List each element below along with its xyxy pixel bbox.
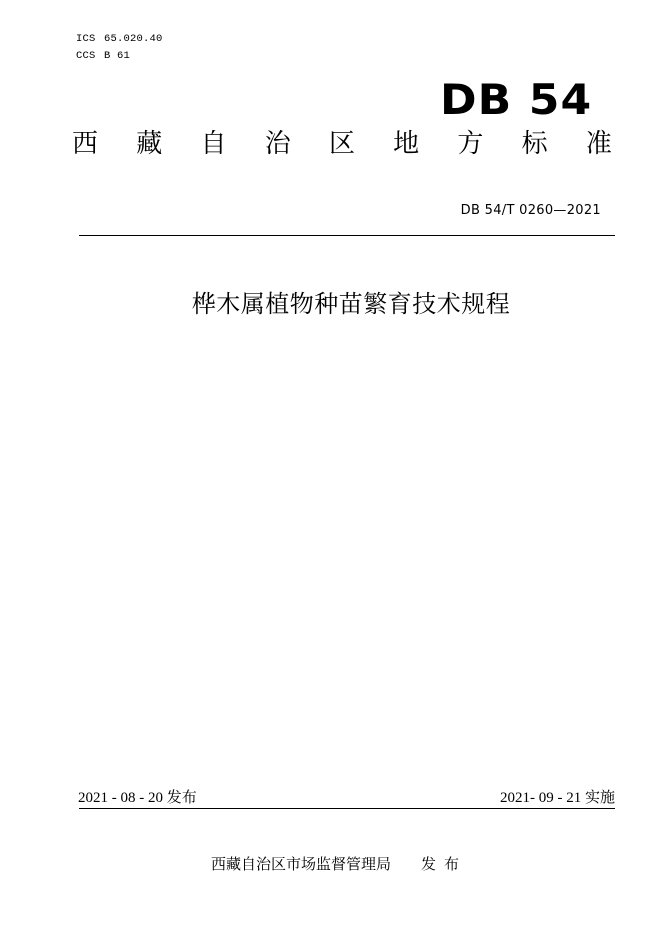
ics-label: ICS	[76, 33, 96, 45]
standard-type-char: 西	[72, 129, 99, 159]
standard-number: DB 54/T 0260—2021	[460, 203, 601, 218]
publisher-name: 西藏自治区市场监督管理局	[211, 855, 392, 873]
standard-type-char: 治	[264, 129, 291, 159]
standard-type-char: 地	[393, 129, 420, 159]
ics-value: 65.020.40	[104, 33, 163, 45]
standard-type-heading	[72, 127, 612, 161]
ccs-label: CCS	[76, 50, 96, 62]
ics-code	[76, 32, 163, 46]
top-divider	[79, 235, 615, 236]
db54-logo: DB 54	[440, 75, 593, 124]
bottom-divider	[79, 808, 615, 809]
document-title: 桦木属植物种苗繁育技术规程	[191, 290, 511, 318]
publish-action: 发布	[421, 855, 468, 873]
ccs-code	[76, 49, 130, 63]
standard-type-char: 区	[328, 129, 355, 159]
standard-type-char: 自	[200, 129, 227, 159]
publisher-line	[211, 855, 467, 873]
standard-type-char: 准	[585, 129, 612, 159]
implement-date: 2021- 09 - 21 实施	[500, 790, 615, 806]
standard-type-char: 方	[457, 129, 484, 159]
standard-type-char: 藏	[136, 129, 163, 159]
ccs-value: B 61	[104, 50, 131, 62]
publish-date: 2021 - 08 - 20 发布	[78, 790, 197, 806]
standard-type-char: 标	[521, 129, 548, 159]
